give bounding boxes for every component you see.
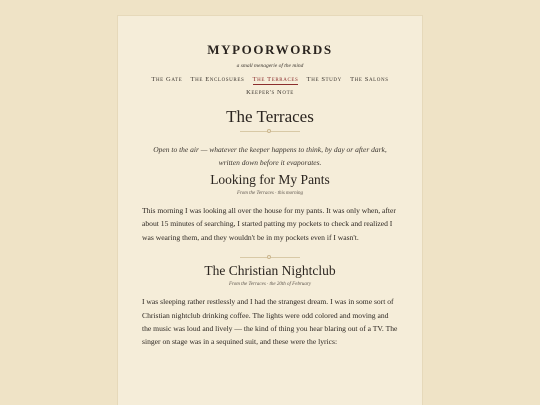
post-body: This morning I was looking all over the house for my pants. It was only when, after about 15 minutes of searching, I started patting my pockets to check and realized I was wearing them, and they wouldn't be in my pockets even if I wasn't. xyxy=(142,206,396,242)
main-nav xyxy=(142,73,398,99)
post-item xyxy=(142,262,398,349)
page-title: The Terraces xyxy=(226,107,314,126)
nav-item-the-enclosures[interactable]: The Enclosures xyxy=(190,76,245,83)
nav-item-keepers-note[interactable]: Keeper's Note xyxy=(246,89,294,96)
nav-item-the-terraces[interactable]: The Terraces xyxy=(252,76,299,83)
post-title[interactable]: The Christian Nightclub xyxy=(204,263,336,279)
post-title[interactable]: Looking for My Pants xyxy=(210,172,330,187)
post-body: I was sleeping rather restlessly and I had the strangest dream. I was in some sort of Christian nightclub drinking coffee. The lights were odd colored and moving and the music was loud and lively — the kind of thing you hear blaring out of a TV. The singer on stage was in a sequined suit, and these were the lyrics: xyxy=(142,297,398,347)
post-meta: From the Terraces · this morning xyxy=(236,191,304,196)
divider-ornament xyxy=(240,128,300,134)
divider-dot-icon xyxy=(267,129,271,133)
post-item xyxy=(142,171,398,244)
nav-item-the-gate[interactable]: The Gate xyxy=(151,76,183,83)
post-divider xyxy=(240,254,300,260)
nav-item-the-salons[interactable]: The Salons xyxy=(350,76,389,83)
site-tagline: a small menagerie of the mind xyxy=(236,63,304,69)
divider-dot-icon xyxy=(267,255,271,259)
site-title[interactable]: MYPOORWORDS xyxy=(207,42,333,57)
page-intro: Open to the air — whatever the keeper happens to think, by day or after dark, written down before it evaporates. xyxy=(153,145,387,167)
page-card xyxy=(118,16,422,405)
post-meta: From the Terraces · the 20th of February xyxy=(228,282,312,288)
nav-item-the-study[interactable]: The Study xyxy=(306,76,342,83)
